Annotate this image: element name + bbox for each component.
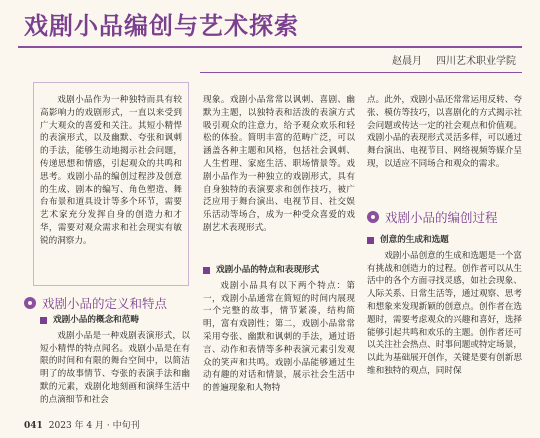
author-name: 赵晨月 bbox=[392, 56, 422, 67]
body-paragraph: 戏剧小品是一种戏剧表演形式，以短小精悍的特点闻名。戏剧小品是在有限的时间和有限的舞台空间中，以简洁明了的故事情节、夸张的表演手法和幽默的元素，戏剧化地刻画和演绎生活中的点滴细节和社会 bbox=[40, 330, 190, 405]
title-divider bbox=[18, 46, 522, 48]
author-affiliation: 四川艺术职业学院 bbox=[436, 56, 516, 67]
subheading-concept bbox=[40, 314, 190, 327]
page-number: 041 bbox=[24, 421, 43, 431]
section-heading-text: 戏剧小品的编创过程 bbox=[385, 210, 498, 225]
subheading-text: 戏剧小品的特点和表现形式 bbox=[216, 265, 320, 275]
square-bullet-icon bbox=[203, 267, 210, 274]
body-paragraph: 戏剧小品具有以下两个特点：第一，戏剧小品通常在简短的时间内展现一个完整的故事，情节紧凑，结构简明，富有戏剧性；第二，戏剧小品常常采用夸张、幽默和讽刺的手法，通过语言、动作和表情等多种表演元素引发观众的笑声和共鸣。戏剧小品能够通过生动有趣的对话和情景，展示社会生活中的普遍现象和人物特 bbox=[203, 280, 355, 394]
section-bullet-icon bbox=[24, 297, 36, 309]
subheading-text: 创意的生成和选题 bbox=[380, 235, 449, 245]
abstract-text bbox=[40, 94, 182, 280]
body-paragraph: 现象。戏剧小品常常以讽刺、喜剧、幽默为主题，以独特表和活泼的表演方式吸引观众的注意力，给予观众欢乐和轻松的体验。简明丰富的范畴广泛，可以涵盖各种主题和风格，包括社会讽刺、人生哲理、家庭生活、职场情景等。戏剧小品作为一种独立的戏剧形式，具有自身独特的表演要求和创作技巧，被广泛应用于舞台演出、电视节目、社交娱乐活动等场合，成为一种受众喜爱的戏剧艺术表现形式。 bbox=[203, 95, 355, 233]
column-1-body bbox=[40, 312, 190, 416]
section-heading-text: 戏剧小品的定义和特点 bbox=[42, 296, 168, 311]
body-paragraph: 点。此外，戏剧小品还常常运用反转、夸张、模仿等技巧，以喜剧化的方式揭示社会问题或传达一定的社会观点和价值观。戏剧小品的表现形式灵活多样，可以通过舞台演出、电视节目、网络视频等媒介呈现，以适应不同场合和观众的需求。 bbox=[367, 95, 522, 169]
issue-info: 2023 年 4 月 · 中旬刊 bbox=[48, 421, 140, 431]
section-heading-definition bbox=[24, 294, 167, 312]
section-bullet-icon bbox=[367, 211, 379, 223]
square-bullet-icon bbox=[367, 237, 374, 244]
column-3-bottom bbox=[367, 232, 522, 416]
subheading-ideation bbox=[367, 234, 522, 247]
byline bbox=[392, 52, 516, 67]
column-2-top bbox=[203, 94, 355, 262]
body-paragraph: 戏剧小品创意的生成和选题是一个富有挑战和创造力的过程。创作者可以从生活中的各个方面寻找灵感，如社会现象、人际关系、日常生活等，通过观察、思考和想象来发现新颖的创意点。创作者在选题时，需要考虑观众的兴趣和喜好，选择能够引起共鸣和欢乐的主题。创作者还可以关注社会热点、时事问题或特定场景，以此为基础展开创作，关键是要有创新思维和独特的观点，同时保 bbox=[367, 250, 522, 376]
column-2-bottom bbox=[203, 262, 355, 416]
section-heading-process bbox=[367, 208, 498, 226]
subheading-text: 戏剧小品的概念和范畴 bbox=[53, 315, 139, 325]
page-footer bbox=[24, 418, 140, 431]
column-3-top bbox=[367, 94, 522, 204]
square-bullet-icon bbox=[40, 317, 47, 324]
abstract-paragraph: 戏剧小品作为一种独特而具有较高影响力的戏剧形式，一直以来受到广大观众的喜爱和关注。其短小精悍的表演形式，以及幽默、夸张和讽刺的手法，能够生动地揭示社会问题，传递思想和情感，引起观众的共鸣和思考。戏剧小品的编创过程涉及创意的生成、剧本的编写、角色塑造、舞台布景和道具设计等多个环节，需要艺术家充分发挥自身的创造力和才华，需要对观众需求和社会现实有敏锐的洞察力。 bbox=[40, 95, 182, 246]
byline-divider bbox=[200, 72, 522, 73]
subheading-features bbox=[203, 264, 355, 277]
article-title: 戏剧小品编创与艺术探索 bbox=[24, 11, 299, 40]
